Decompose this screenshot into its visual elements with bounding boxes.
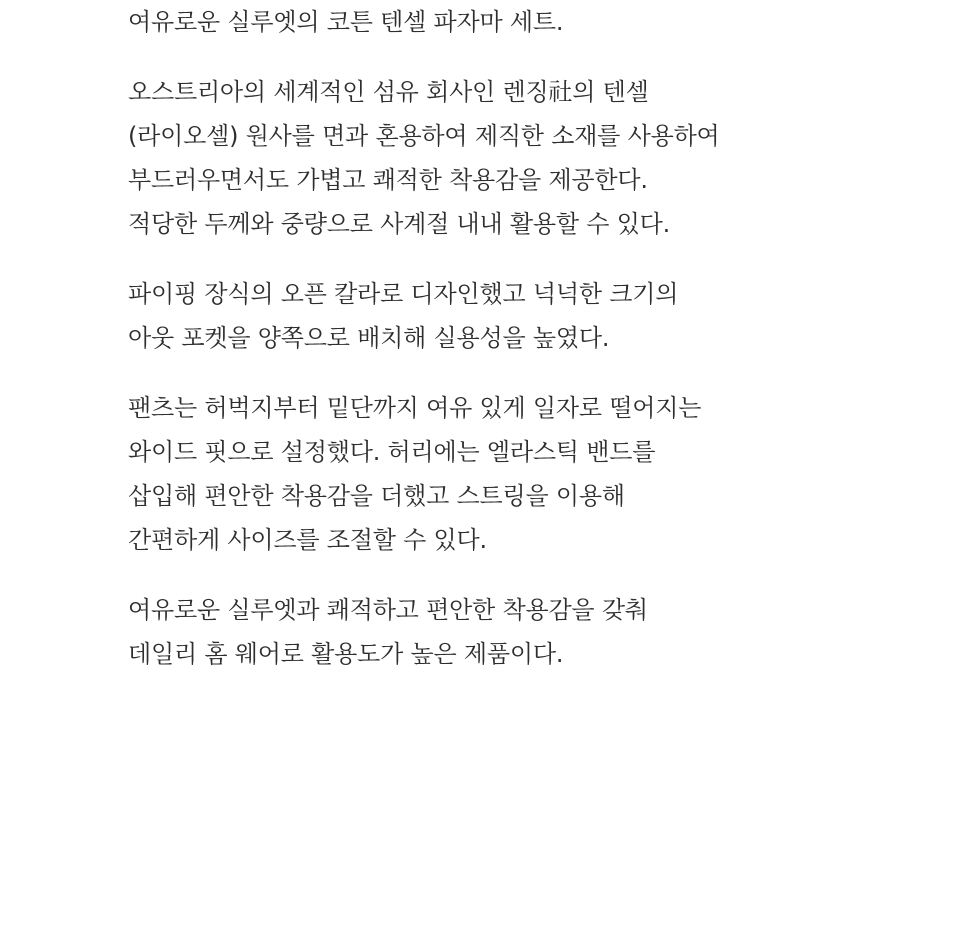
paragraph-line: 팬츠는 허벅지부터 밑단까지 여유 있게 일자로 떨어지는: [128, 394, 702, 422]
paragraph-line: (라이오셀) 원사를 면과 혼용하여 제직한 소재를 사용하여: [128, 122, 720, 150]
paragraph-line: 와이드 핏으로 설정했다. 허리에는 엘라스틱 밴드를: [128, 438, 656, 466]
paragraph-pants: [128, 386, 832, 562]
paragraph-line: 파이핑 장식의 오픈 칼라로 디자인했고 넉넉한 크기의: [128, 280, 679, 308]
paragraph-line: 아웃 포켓을 양쪽으로 배치해 실용성을 높였다.: [128, 324, 610, 352]
paragraph-line: 오스트리아의 세계적인 섬유 회사인 렌징社의 텐셀: [128, 78, 649, 106]
paragraph-line: 적당한 두께와 중량으로 사계절 내내 활용할 수 있다.: [128, 210, 671, 238]
paragraph-line: 여유로운 실루엣의 코튼 텐셀 파자마 세트.: [128, 8, 564, 36]
paragraph-line: 삽입해 편안한 착용감을 더했고 스트링을 이용해: [128, 482, 625, 510]
paragraph-material: [128, 70, 832, 246]
paragraph-line: 데일리 홈 웨어로 활용도가 높은 제품이다.: [128, 640, 564, 668]
paragraph-intro: [128, 0, 832, 44]
paragraph-line: 부드러우면서도 가볍고 쾌적한 착용감을 제공한다.: [128, 166, 648, 194]
paragraph-line: 여유로운 실루엣과 쾌적하고 편안한 착용감을 갖춰: [128, 596, 648, 624]
paragraph-summary: [128, 588, 832, 676]
paragraph-line: 간편하게 사이즈를 조절할 수 있다.: [128, 526, 487, 554]
paragraph-design: [128, 272, 832, 360]
